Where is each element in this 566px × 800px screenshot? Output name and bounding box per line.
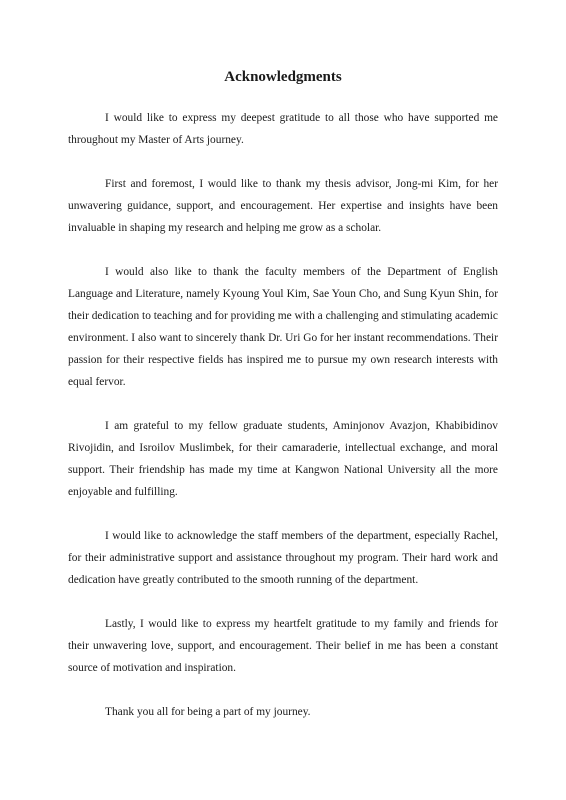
paragraph-intro: I would like to express my deepest gratitude to all those who have supported me throughout my Master of Arts journey.: [68, 112, 498, 146]
paragraph-closing: Thank you all for being a part of my journey.: [105, 706, 311, 718]
paragraph-faculty: I would also like to thank the faculty members of the Department of English Language and Literature, namely Kyoung Youl Kim, Sae Youn Cho, and Sung Kyun Shin, for their dedication to teaching and for providing me with a challenging and stimulating academic environment. I also want to sincerely thank Dr. Uri Go for her instant recommendations. Their passion for their respective fields has inspired me to pursue my own research interests with equal fervor.: [68, 266, 498, 388]
paragraph-fellow-students: I am grateful to my fellow graduate students, Aminjonov Avazjon, Khabibidinov Rivojidin, and Isroilov Muslimbek, for their camaraderie, intellectual exchange, and moral support. Their friendship has made my time at Kangwon National University all the more enjoyable and fulfilling.: [68, 420, 498, 498]
paragraph-family: Lastly, I would like to express my heartfelt gratitude to my family and friends for their unwavering love, support, and encouragement. Their belief in me has been a constant source of motivation and inspiration.: [68, 618, 498, 674]
acknowledgments-body: [68, 107, 498, 745]
paragraph-staff: I would like to acknowledge the staff members of the department, especially Rachel, for their administrative support and assistance throughout my program. Their hard work and dedication have greatly contributed to the smooth running of the department.: [68, 530, 498, 586]
paragraph-advisor: First and foremost, I would like to thank my thesis advisor, Jong-mi Kim, for her unwavering guidance, support, and encouragement. Her expertise and insights have been invaluable in shaping my research and helping me grow as a scholar.: [68, 178, 498, 234]
page-title: Acknowledgments: [224, 69, 342, 85]
